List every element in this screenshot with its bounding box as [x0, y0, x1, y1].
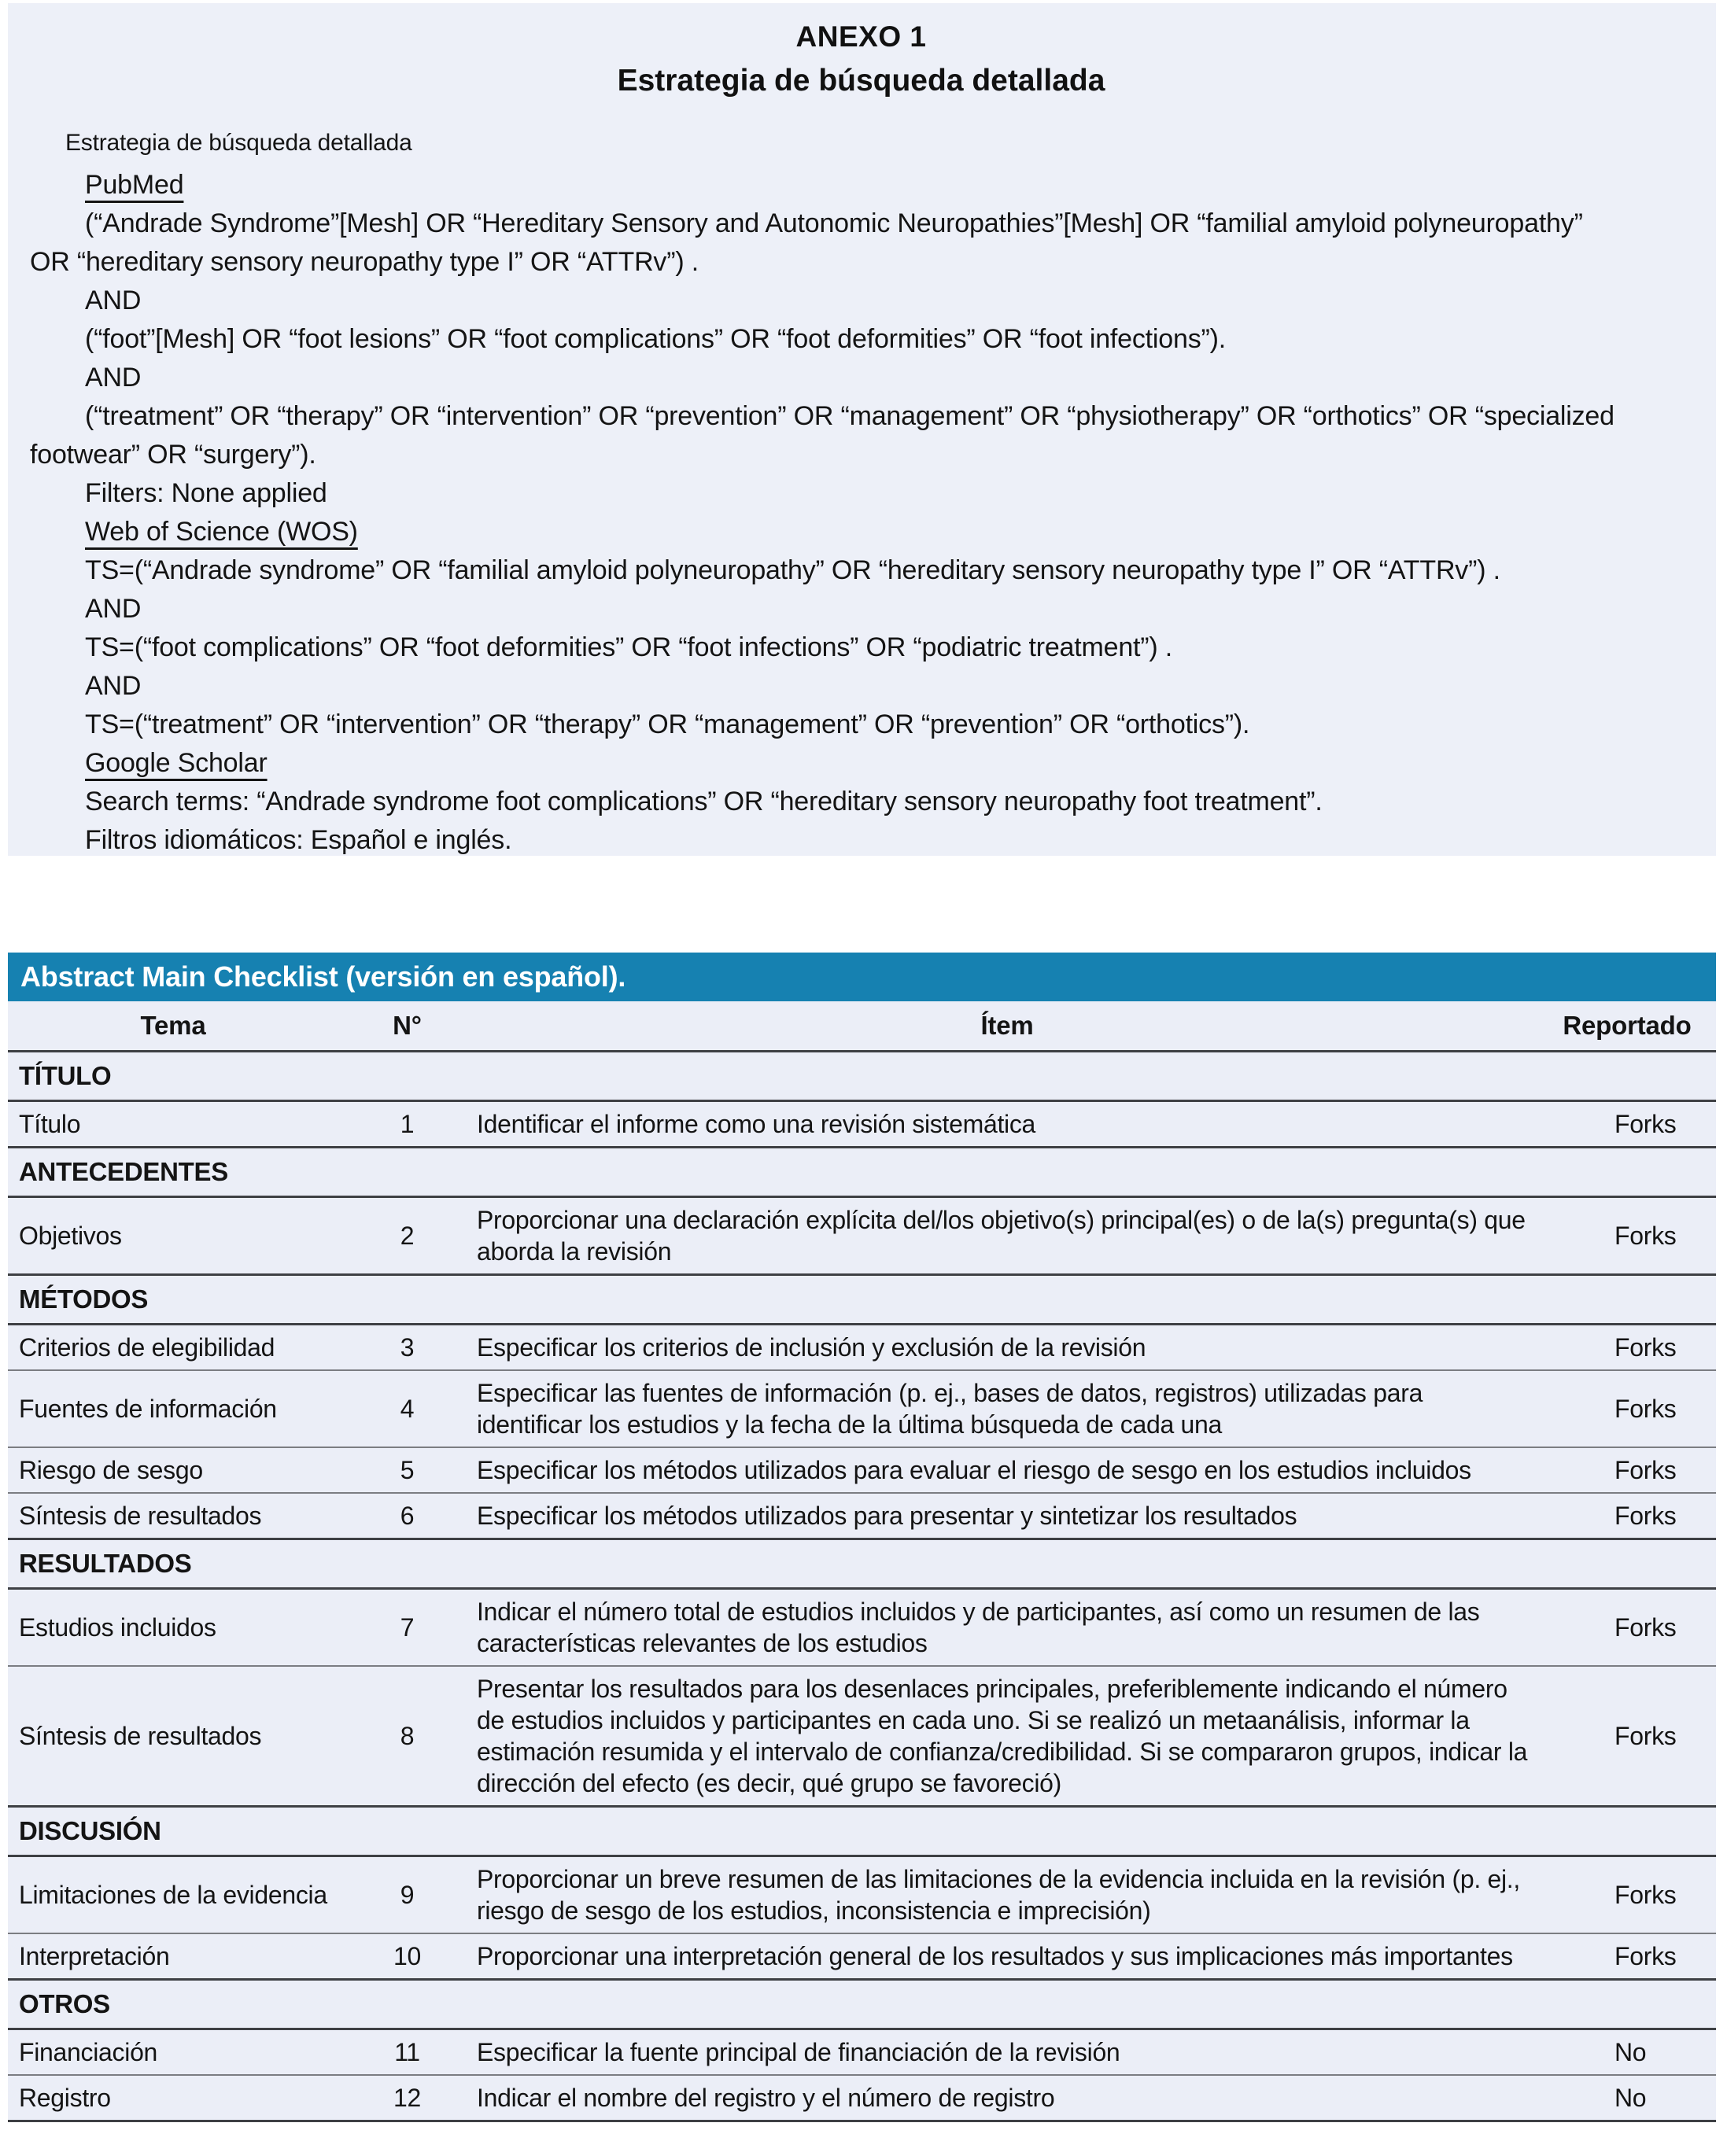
row-number: 6	[338, 1493, 476, 1539]
row-reportado: Forks	[1538, 1197, 1716, 1275]
row-number: 12	[338, 2075, 476, 2121]
row-tema: Estudios incluidos	[8, 1589, 338, 1667]
row-item-text: Especificar los criterios de inclusión y exclusión de la revisión	[476, 1325, 1538, 1371]
table-row	[8, 1856, 1716, 1934]
section-row-label: TÍTULO	[8, 1052, 1716, 1101]
row-item-text: Proporcionar una declaración explícita del/los objetivo(s) principal(es) o de la(s) pregunta(s) que aborda la revisión	[476, 1197, 1538, 1275]
database-heading	[28, 166, 1694, 205]
search-line-text: TS=(“treatment” OR “intervention” OR “therapy” OR “management” OR “prevention” OR “orthotics”).	[85, 709, 1250, 739]
row-item-text: Especificar los métodos utilizados para evaluar el riesgo de sesgo en los estudios incluidos	[476, 1447, 1538, 1493]
section-row	[8, 1980, 1716, 2029]
search-query-line	[28, 436, 1694, 474]
checklist-body	[8, 1052, 1716, 2121]
search-line-text: (“Andrade Syndrome”[Mesh] OR “Hereditary Sensory and Autonomic Neuropathies”[Mesh] OR “familial amyloid polyneuropathy”	[85, 208, 1583, 238]
row-reportado: Forks	[1538, 1101, 1716, 1148]
search-query-line	[28, 205, 1694, 243]
section-row-label: ANTECEDENTES	[8, 1148, 1716, 1197]
row-tema: Síntesis de resultados	[8, 1493, 338, 1539]
search-query-line	[28, 397, 1694, 436]
row-reportado: Forks	[1538, 1933, 1716, 1980]
annex-label: ANEXO 1	[795, 20, 927, 53]
row-tema: Financiación	[8, 2029, 338, 2076]
search-strategy-intro: Estrategia de búsqueda detallada	[65, 130, 412, 156]
search-line-text: Filtros idiomáticos: Español e inglés.	[85, 825, 512, 855]
search-query-line	[28, 551, 1694, 590]
row-reportado: Forks	[1538, 1447, 1716, 1493]
search-query-line	[28, 590, 1694, 628]
annex-title: Estrategia de búsqueda detallada	[617, 64, 1105, 98]
search-line-text: Google Scholar	[85, 748, 268, 778]
search-line-text: TS=(“foot complications” OR “foot deformities” OR “foot infections” OR “podiatric treatment”) .	[85, 632, 1173, 662]
row-tema: Síntesis de resultados	[8, 1666, 338, 1807]
row-item-text: Presentar los resultados para los desenlaces principales, preferiblemente indicando el número de estudios incluidos y participantes en cada uno. Si se realizó un metaanálisis, informar la estimación resumida y el intervalo de confianza/credibilidad. Si se compararon grupos, indicar la dirección del efecto (es decir, qué grupo se favoreció)	[476, 1666, 1538, 1807]
row-item-text: Especificar los métodos utilizados para presentar y sintetizar los resultados	[476, 1493, 1538, 1539]
table-row	[8, 2075, 1716, 2121]
table-row	[8, 1101, 1716, 1148]
row-tema: Fuentes de información	[8, 1370, 338, 1447]
table-row	[8, 1589, 1716, 1667]
section-row-label: MÉTODOS	[8, 1275, 1716, 1325]
column-header-numero: N°	[338, 1001, 476, 1052]
table-row	[8, 1666, 1716, 1807]
abstract-checklist	[8, 953, 1716, 2122]
section-row-label: DISCUSIÓN	[8, 1807, 1716, 1856]
table-row	[8, 1493, 1716, 1539]
section-row	[8, 1807, 1716, 1856]
row-item-text: Especificar las fuentes de información (p. ej., bases de datos, registros) utilizadas para identificar los estudios y la fecha de la última búsqueda de cada una	[476, 1370, 1538, 1447]
search-query-line	[28, 821, 1694, 856]
row-reportado: No	[1538, 2075, 1716, 2121]
search-query-line	[28, 282, 1694, 320]
search-line-text: Web of Science (WOS)	[85, 517, 358, 547]
row-item-text: Especificar la fuente principal de financiación de la revisión	[476, 2029, 1538, 2076]
section-row	[8, 1052, 1716, 1101]
row-item-text: Proporcionar un breve resumen de las limitaciones de la evidencia incluida en la revisión (p. ej., riesgo de sesgo de los estudios, inconsistencia e imprecisión)	[476, 1856, 1538, 1934]
search-strategy-box	[8, 3, 1716, 856]
row-item-text: Identificar el informe como una revisión sistemática	[476, 1101, 1538, 1148]
search-line-text: (“foot”[Mesh] OR “foot lesions” OR “foot complications” OR “foot deformities” OR “foot infections”).	[85, 324, 1226, 354]
row-number: 11	[338, 2029, 476, 2076]
search-query-line	[28, 783, 1694, 821]
search-line-text: AND	[85, 363, 142, 393]
search-query-line	[28, 667, 1694, 706]
search-query-line	[28, 359, 1694, 397]
search-query-line	[28, 320, 1694, 359]
table-row	[8, 1325, 1716, 1371]
row-number: 10	[338, 1933, 476, 1980]
search-query-line	[28, 243, 1694, 282]
row-number: 3	[338, 1325, 476, 1371]
search-line-text: AND	[85, 286, 142, 315]
table-row	[8, 1933, 1716, 1980]
row-tema: Título	[8, 1101, 338, 1148]
search-line-text: AND	[85, 594, 142, 624]
row-number: 9	[338, 1856, 476, 1934]
table-row	[8, 1447, 1716, 1493]
database-heading	[28, 513, 1694, 551]
table-row	[8, 1197, 1716, 1275]
row-number: 1	[338, 1101, 476, 1148]
row-tema: Registro	[8, 2075, 338, 2121]
search-query-line	[28, 474, 1694, 513]
column-header-reportado: Reportado	[1538, 1001, 1716, 1052]
checklist-table	[8, 1001, 1716, 2122]
section-row-label: OTROS	[8, 1980, 1716, 2029]
search-line-text: (“treatment” OR “therapy” OR “intervention” OR “prevention” OR “management” OR “physiotherapy” OR “orthotics” OR “specialized	[85, 401, 1614, 431]
search-query-line	[28, 628, 1694, 667]
row-number: 8	[338, 1666, 476, 1807]
search-line-text: Search terms: “Andrade syndrome foot complications” OR “hereditary sensory neuropathy foot treatment”.	[85, 787, 1323, 816]
row-number: 4	[338, 1370, 476, 1447]
row-number: 7	[338, 1589, 476, 1667]
column-header-item: Ítem	[476, 1001, 1538, 1052]
row-item-text: Indicar el nombre del registro y el número de registro	[476, 2075, 1538, 2121]
row-number: 5	[338, 1447, 476, 1493]
search-line-text: PubMed	[85, 170, 184, 200]
search-line-text: OR “hereditary sensory neuropathy type I” OR “ATTRv”) .	[30, 247, 699, 277]
search-line-text: TS=(“Andrade syndrome” OR “familial amyloid polyneuropathy” OR “hereditary sensory neuropathy type I” OR “ATTRv”) .	[85, 555, 1500, 585]
table-row	[8, 2029, 1716, 2076]
row-reportado: Forks	[1538, 1325, 1716, 1371]
search-line-text: footwear” OR “surgery”).	[30, 440, 316, 470]
row-item-text: Indicar el número total de estudios incluidos y de participantes, así como un resumen de las características relevantes de los estudios	[476, 1589, 1538, 1667]
row-reportado: Forks	[1538, 1370, 1716, 1447]
checklist-title: Abstract Main Checklist (versión en español).	[20, 960, 626, 993]
row-tema: Riesgo de sesgo	[8, 1447, 338, 1493]
row-reportado: Forks	[1538, 1666, 1716, 1807]
column-header-tema: Tema	[8, 1001, 338, 1052]
row-reportado: No	[1538, 2029, 1716, 2076]
search-query-line	[28, 706, 1694, 744]
row-tema: Limitaciones de la evidencia	[8, 1856, 338, 1934]
row-tema: Interpretación	[8, 1933, 338, 1980]
row-item-text: Proporcionar una interpretación general de los resultados y sus implicaciones más importantes	[476, 1933, 1538, 1980]
table-row	[8, 1370, 1716, 1447]
section-row	[8, 1539, 1716, 1589]
section-row-label: RESULTADOS	[8, 1539, 1716, 1589]
checklist-title-bar	[8, 953, 1716, 1001]
section-row	[8, 1148, 1716, 1197]
section-row	[8, 1275, 1716, 1325]
row-reportado: Forks	[1538, 1856, 1716, 1934]
row-number: 2	[338, 1197, 476, 1275]
row-reportado: Forks	[1538, 1589, 1716, 1667]
database-heading	[28, 744, 1694, 783]
row-tema: Objetivos	[8, 1197, 338, 1275]
row-reportado: Forks	[1538, 1493, 1716, 1539]
search-line-text: Filters: None applied	[85, 478, 327, 508]
annex-page	[0, 3, 1727, 2156]
row-tema: Criterios de elegibilidad	[8, 1325, 338, 1371]
search-line-text: AND	[85, 671, 142, 701]
search-strategy-lines	[28, 166, 1694, 856]
checklist-header-row	[8, 1001, 1716, 1052]
